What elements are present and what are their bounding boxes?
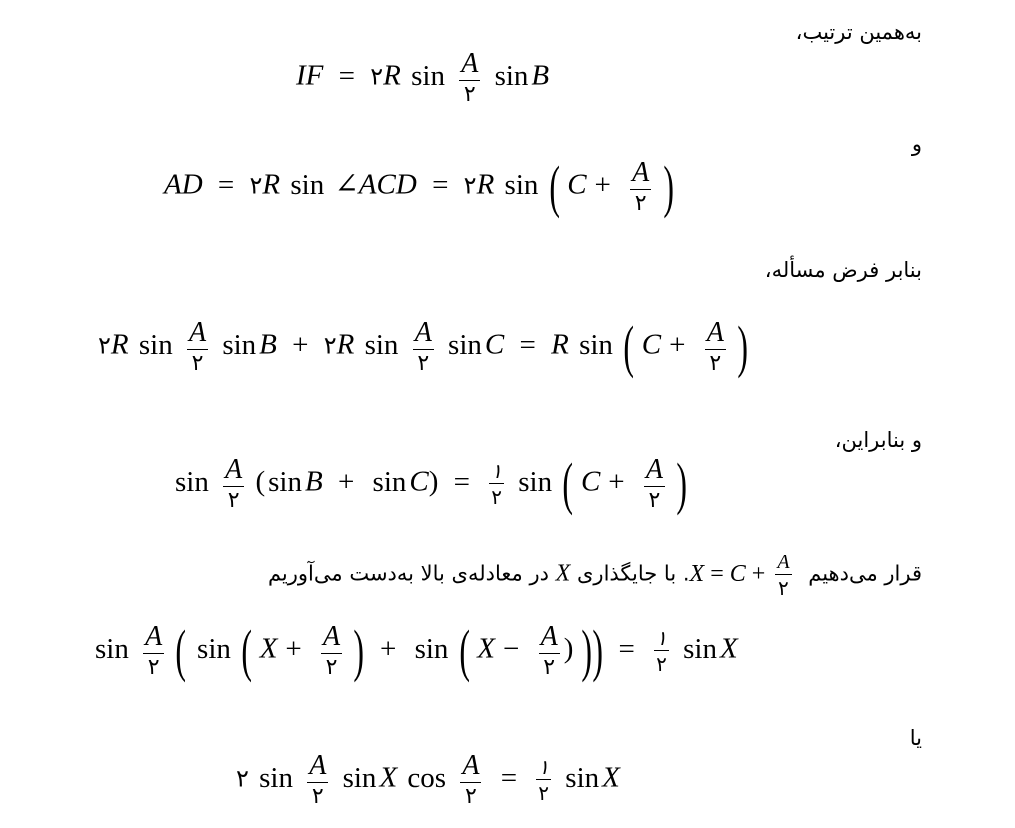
equation-5: sin $\frac{A}{۲}$ ( sin ( X + $\frac{A}{۲}$ ) + sin ( X − $\frac{A}{۲}$ ) )) = $\frac{۱}{۲}$ sin X (95, 618, 738, 683)
inline-equation: X = C + $\frac{A}{۲}$ (689, 551, 790, 600)
equation-3: ۲R sin $\frac{A}{۲}$ sin B + ۲R sin $\frac{A}{۲}$ sin C = R sin ( C + $\frac{A}{۲}$ ) (98, 314, 749, 379)
equation-4: sin $\frac{A}{۲}$ ( sin B + sin C) = $\frac{۱}{۲}$ sin ( C + $\frac{A}{۲}$ ) (175, 451, 688, 516)
equation-6: ۲ sin $\frac{A}{۲}$ sin X cos $\frac{A}{۲}$ = $\frac{۱}{۲}$ sin X (236, 750, 620, 809)
text-line-1: به‌همین ترتیب، (795, 20, 922, 44)
text-line-4: و بنابراین، (834, 428, 922, 452)
text-line-6: یا (909, 726, 922, 750)
text-line-2: و (911, 132, 922, 156)
equation-2: AD = ۲R sin ∠ACD = ۲R sin ( C + $\frac{A}{۲}$ ) (164, 154, 674, 219)
equation-1: IF = ۲R sin $\frac{A}{۲}$ sin B (296, 48, 550, 107)
text-line-3: بنابر فرض مسأله، (764, 258, 922, 282)
text-line-5: قرار می‌دهیم X = C + $\frac{A}{۲}$ . با جایگذاری X در معادله‌ی بالا به‌دست می‌آوریم (267, 551, 922, 600)
